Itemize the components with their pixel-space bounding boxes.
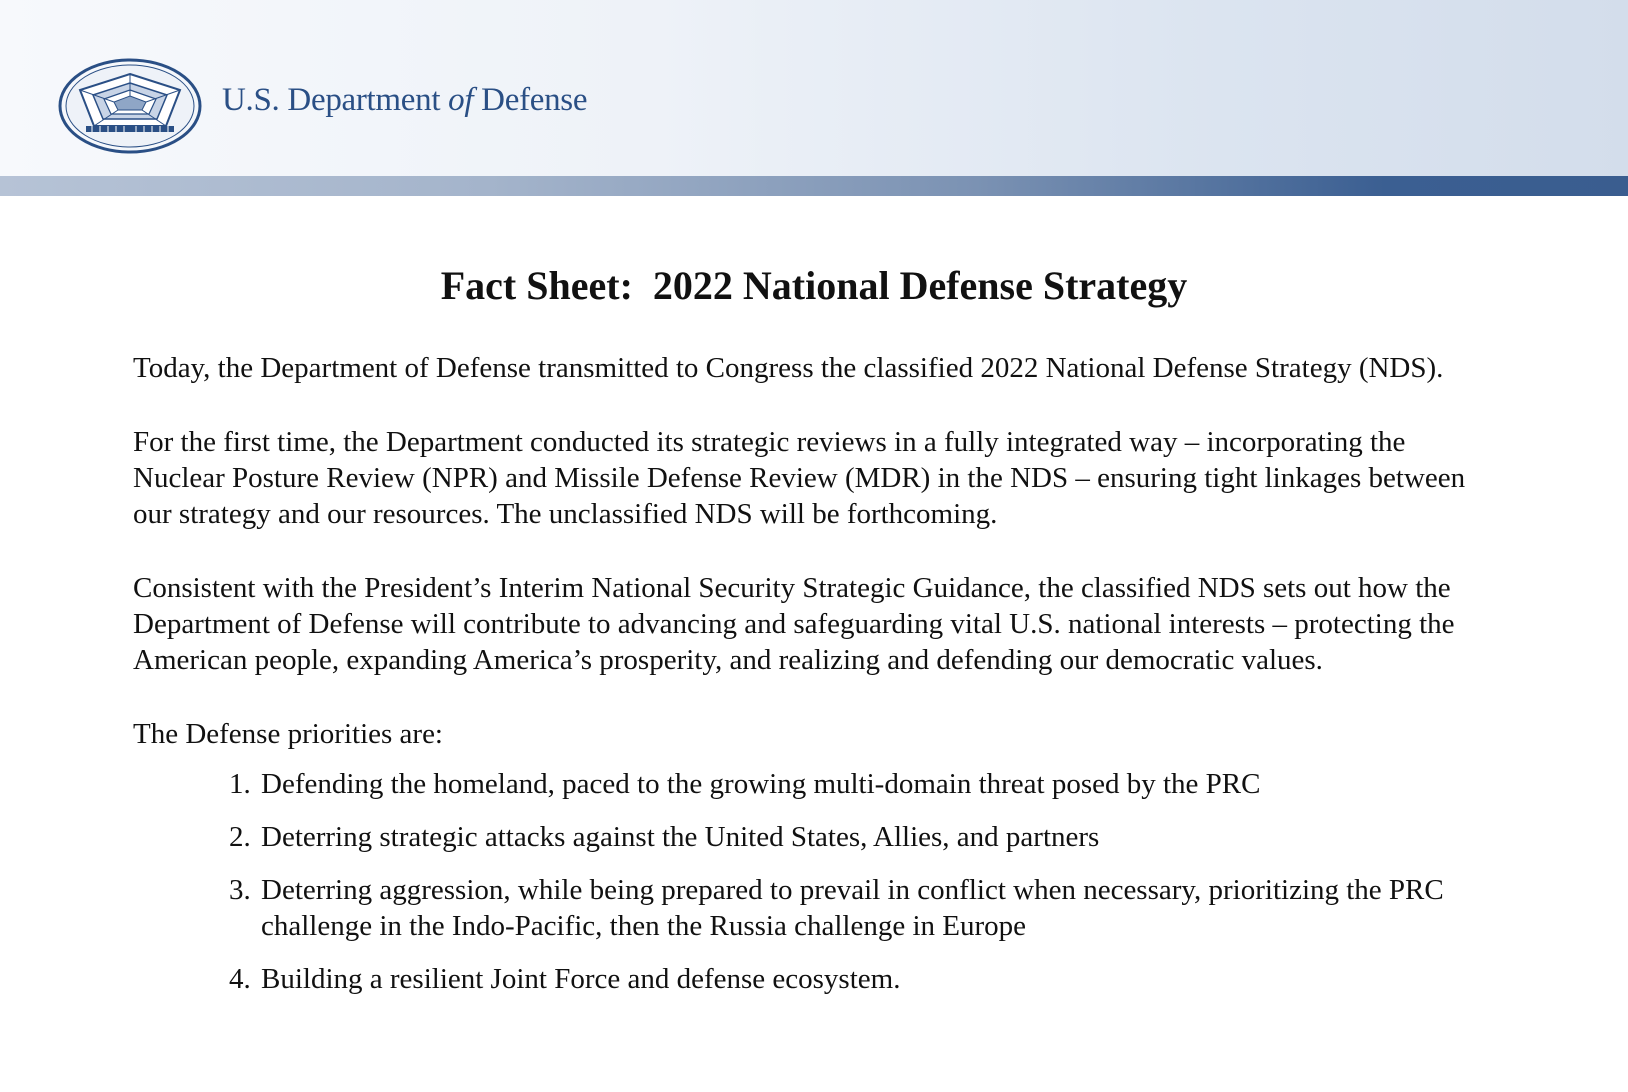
- priority-item: [229, 872, 1503, 944]
- priorities-list: [133, 766, 1503, 997]
- agency-name-prefix: U.S. Department: [222, 82, 449, 118]
- priority-number: 2.: [229, 821, 251, 853]
- agency-name-suffix: Defense: [473, 82, 588, 118]
- document-title: Fact Sheet: 2022 National Defense Strategy: [440, 263, 1188, 308]
- letterhead-banner: [0, 0, 1628, 176]
- document-body: [133, 350, 1503, 1014]
- paragraph-3: Consistent with the President’s Interim National Security Strategic Guidance, the classified NDS sets out how the Department of Defense will contribute to advancing and safeguarding vital U.S. national interests – protecting the American people, expanding America’s prosperity, and realizing and defending our democratic values.: [133, 572, 1455, 676]
- priority-text: Defending the homeland, paced to the growing multi-domain threat posed by the PRC: [261, 768, 1261, 800]
- priority-item: [229, 766, 1503, 802]
- priority-text: Building a resilient Joint Force and defense ecosystem.: [261, 963, 901, 995]
- paragraph-2: For the first time, the Department conducted its strategic reviews in a fully integrated way – incorporating the Nuclear Posture Review (NPR) and Missile Defense Review (MDR) in the NDS – ensuring tight linkages between our strategy and our resources. The unclassified NDS will be forthcoming.: [133, 426, 1466, 530]
- priorities-intro: The Defense priorities are:: [133, 718, 443, 750]
- priority-number: 3.: [229, 874, 251, 906]
- priority-item: [229, 961, 1503, 997]
- agency-name-of: of: [448, 82, 474, 118]
- priority-number: 4.: [229, 963, 251, 995]
- agency-name: [222, 82, 587, 119]
- paragraph-1: Today, the Department of Defense transmitted to Congress the classified 2022 National Defense Strategy (NDS).: [133, 352, 1444, 384]
- priority-item: [229, 819, 1503, 855]
- priority-number: 1.: [229, 768, 251, 800]
- pentagon-seal-icon: [56, 56, 204, 156]
- header-divider-band: [0, 176, 1628, 196]
- priority-text: Deterring strategic attacks against the United States, Allies, and partners: [261, 821, 1100, 853]
- priority-text: Deterring aggression, while being prepared to prevail in conflict when necessary, prioritizing the PRC challenge in the Indo-Pacific, then the Russia challenge in Europe: [261, 874, 1444, 942]
